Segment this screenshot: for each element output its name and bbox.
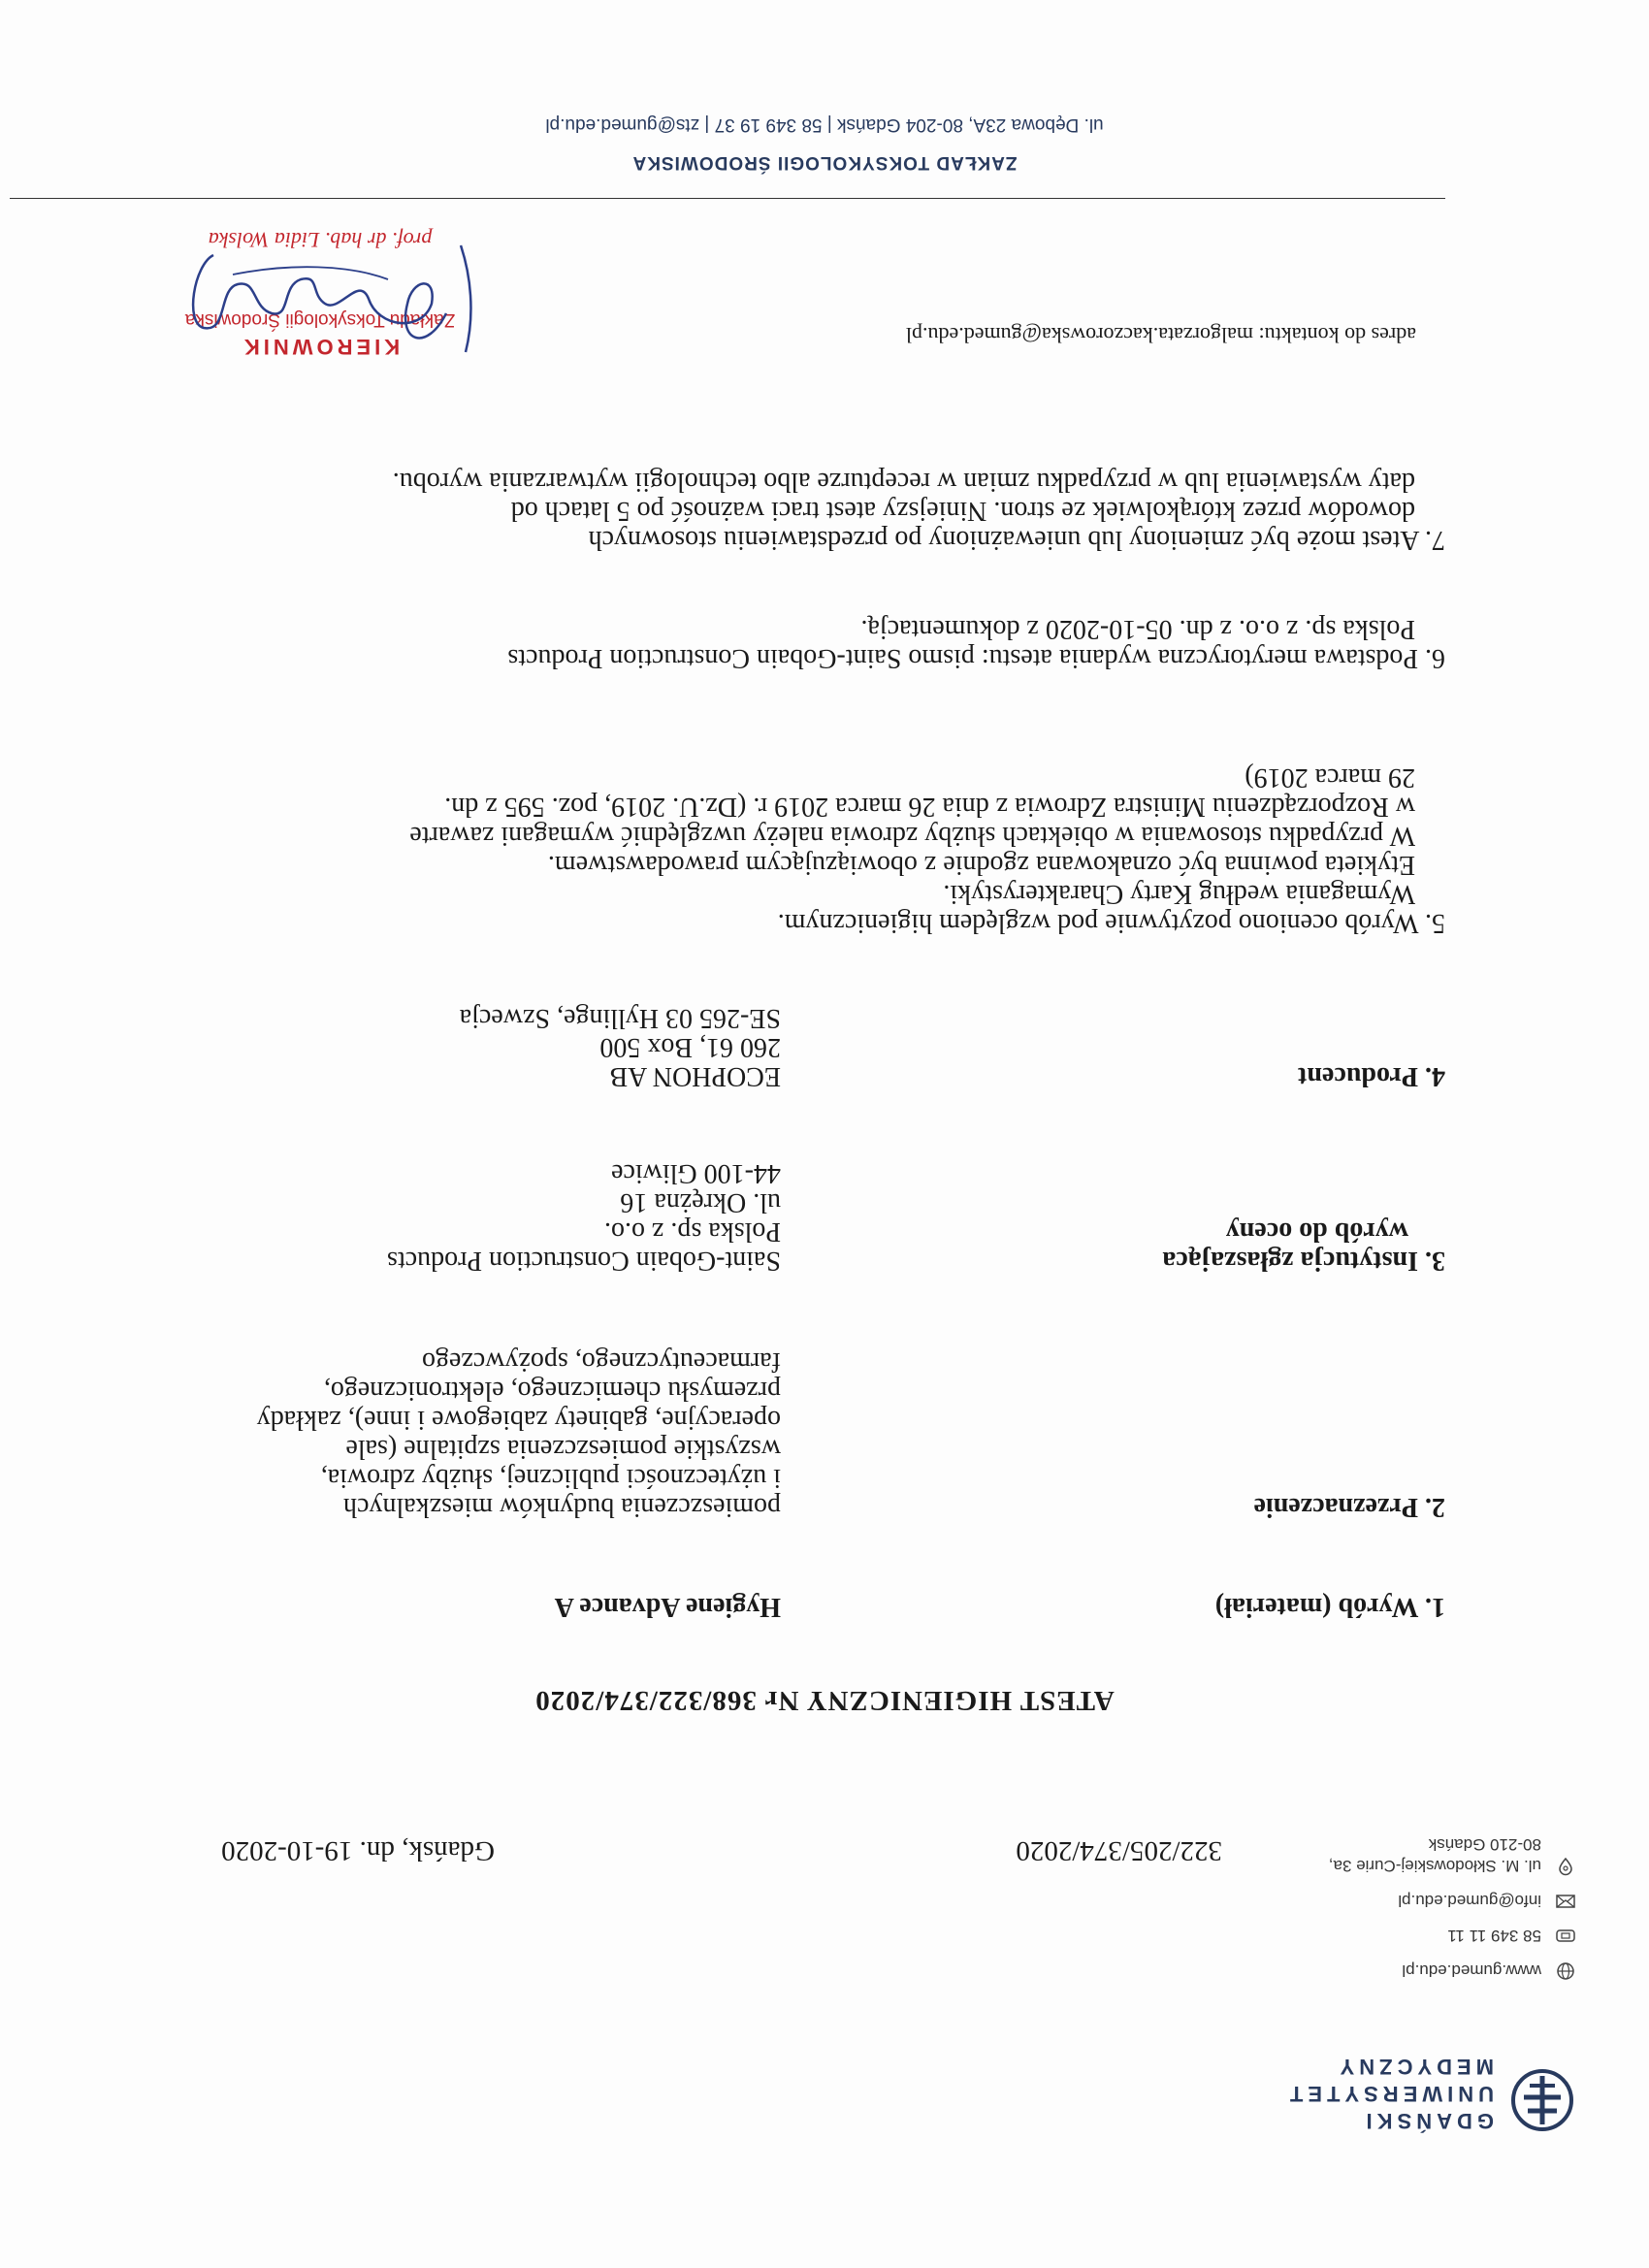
university-logo	[1508, 2066, 1576, 2134]
section-2-line: wszystkie pomieszczenia szpitalne (sale	[345, 1434, 781, 1464]
section-4-value	[460, 1003, 781, 1090]
section-4-line: SE-265 03 Hyllinge, Szwecja	[459, 1003, 781, 1033]
section-2-value	[257, 1346, 781, 1521]
footer-address: ul. Dębowa 23A, 80-204 Gdańsk | 58 349 19 37 | zts@gumed.edu.pl	[545, 114, 1104, 135]
certificate-title: ATEST HIGIENICZNY Nr 368/322/374/2020	[534, 1685, 1115, 1716]
section-3-line: ul. Okrężna 16	[620, 1187, 781, 1217]
section-5-line: Etykieta powinna być oznakowana zgodnie z obowiązującym prawodawstwem.	[547, 850, 1415, 880]
address-line: ul. M. Skłodowskiej-Curie 3a,	[1328, 1857, 1541, 1875]
stamp-name: prof. dr hab. Lidia Wolska	[208, 228, 433, 252]
section-4-label: 4. Producent	[1298, 1061, 1445, 1091]
section-2-line: i użyteczności publicznej, służby zdrowia,	[320, 1463, 781, 1493]
section-3-line: Polska sp. z o.o.	[604, 1216, 781, 1247]
section-2-line: przemysłu chemicznego, elektronicznego,	[323, 1376, 781, 1406]
section-2-label: 2. Przeznaczenie	[1253, 1492, 1445, 1522]
reference-number: 322/205/374/2020	[1016, 1835, 1222, 1866]
contact-note: adres do kontaktu: malgorzata.kaczorowska@gumed.edu.pl	[905, 323, 1416, 347]
section-2-line: farmaceutycznego, spożywczego	[421, 1346, 781, 1377]
section-1-value: Hygiene Advance A	[554, 1592, 781, 1622]
section-5	[409, 762, 1445, 937]
section-2-line: pomieszczenia budynków mieszkalnych	[343, 1492, 781, 1522]
section-6-line: 6. Podstawa merytoryczna wydania atestu: pismo Saint-Gobain Construction Products	[507, 643, 1445, 673]
university-name-line: MEDYCZNY	[1335, 2055, 1494, 2079]
university-name-line: UNIWERSYTET	[1284, 2082, 1494, 2106]
contact-email-text[interactable]: info@gumed.edu.pl	[1398, 1892, 1541, 1910]
section-3-label-line: 3. Instytucja zgłaszająca	[1162, 1246, 1445, 1276]
section-6-line: Polska sp. z o.o. z dn. 05-10-2020 z dokumentacją.	[860, 614, 1415, 644]
section-5-line: 29 marca 2019)	[1245, 762, 1415, 793]
place-date: Gdańsk, dn. 19-10-2020	[221, 1835, 495, 1866]
location-pin-icon	[1555, 1857, 1576, 1876]
section-5-line: W przypadku stosowania w obiektach służby zdrowia należy uwzględnić wymagani zawarte	[409, 821, 1415, 851]
contact-phone	[1447, 1925, 1576, 1946]
section-2-line: operacyjne, gabinety zabiegowe i inne), zakłady	[256, 1405, 781, 1435]
section-3-label-line: wyrób do oceny	[1225, 1216, 1408, 1247]
section-5-line: 5. Wyrób oceniono pozytywnie pod względem higienicznym.	[777, 908, 1445, 938]
contact-website-text[interactable]: www.gumed.edu.pl	[1402, 1961, 1541, 1980]
contact-email	[1398, 1890, 1576, 1911]
section-7-line: dowodów przez którąkolwiek ze stron. Niniejszy atest traci ważność po 5 latach od	[510, 496, 1415, 526]
phone-icon	[1555, 1927, 1576, 1946]
university-name-line: GDAŃSKI	[1361, 2109, 1494, 2133]
section-3-value	[387, 1158, 781, 1275]
globe-icon	[1555, 1961, 1576, 1981]
footer-department: ZAKŁAD TOKSYKOLOGII ŚRODOWISKA	[631, 152, 1018, 173]
contact-website	[1402, 1960, 1576, 1981]
section-7-line: 7. Atest może być zmieniony lub unieważniony po przedstawieniu stosownych	[588, 525, 1445, 555]
section-1-label: 1. Wyrób (materiał)	[1214, 1592, 1445, 1622]
university-name	[1285, 2053, 1494, 2134]
handwritten-signature	[155, 236, 504, 372]
stamp-title: KIEROWNIK	[240, 335, 401, 359]
contact-address	[1329, 1833, 1576, 1876]
contact-phone-text: 58 349 11 11	[1447, 1927, 1541, 1945]
stamp-department: Zakładu Toksykologii Środowiska	[184, 309, 456, 330]
section-4-line: ECOPHON AB	[609, 1061, 781, 1091]
section-7	[393, 467, 1445, 554]
contact-address-text	[1329, 1833, 1541, 1876]
address-line: 80-210 Gdańsk	[1428, 1835, 1541, 1854]
section-3-line: Saint-Gobain Construction Products	[387, 1246, 781, 1276]
section-7-line: daty wystawienia lub w przypadku zmian w recepturze albo technologii wytwarzania wyrobu.	[392, 467, 1415, 497]
section-6	[507, 614, 1445, 672]
section-5-line: Wymagania według Karty Charakterystyki.	[943, 879, 1415, 909]
section-3-label	[1162, 1216, 1445, 1275]
section-4-line: 260 61, Box 500	[599, 1032, 781, 1062]
section-3-line: 44-100 Gliwice	[611, 1158, 781, 1188]
footer-divider	[10, 198, 1445, 199]
envelope-icon	[1555, 1892, 1576, 1911]
section-5-line: w Rozporządzeniu Ministra Zdrowia z dnia 26 marca 2019 r. (Dz.U. 2019, poz. 595 z dn.	[444, 792, 1415, 822]
